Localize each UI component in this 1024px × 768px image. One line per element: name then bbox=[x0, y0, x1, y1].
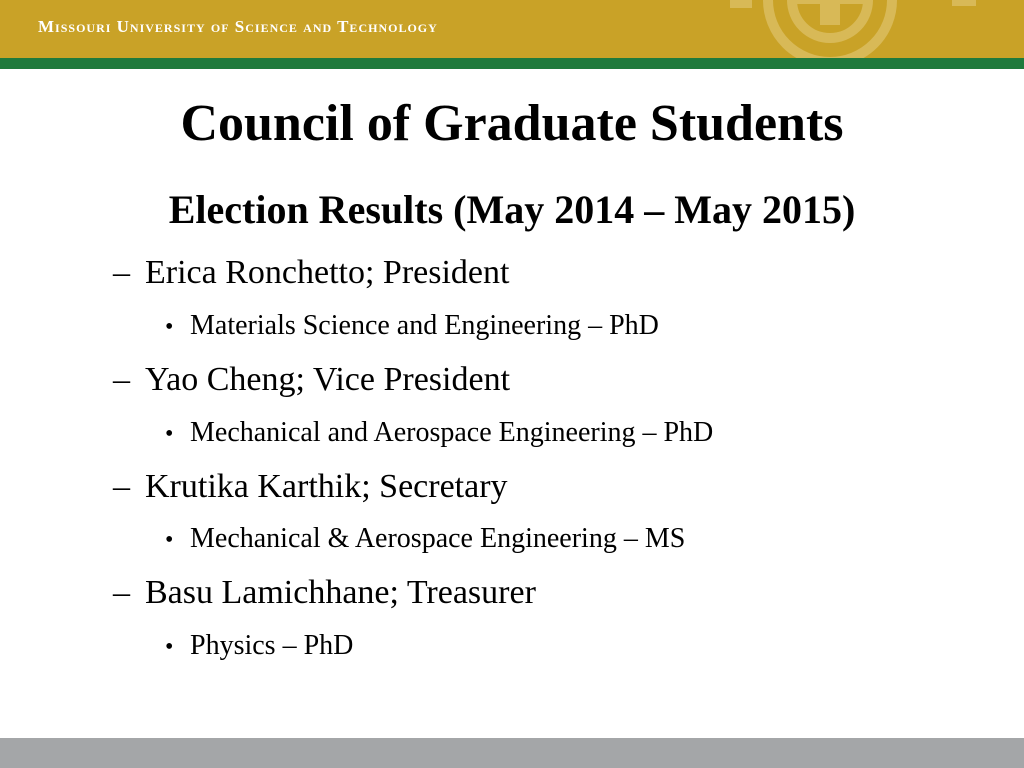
dash-marker: – bbox=[113, 361, 130, 398]
officer-name-role: Basu Lamichhane; Treasurer bbox=[145, 574, 536, 611]
officer-name-role: Yao Cheng; Vice President bbox=[145, 361, 511, 398]
dash-marker: – bbox=[113, 254, 130, 291]
officer-entry bbox=[113, 254, 509, 292]
program-text: Mechanical & Aerospace Engineering – MS bbox=[190, 523, 686, 554]
program-text: Mechanical and Aerospace Engineering – PhD bbox=[190, 417, 714, 448]
officer-program bbox=[165, 630, 353, 662]
dash-marker: – bbox=[113, 468, 130, 505]
officer-name-role: Krutika Karthik; Secretary bbox=[145, 468, 508, 505]
bullet-marker: • bbox=[165, 527, 174, 553]
officer-entry bbox=[113, 574, 536, 612]
slide-title: Council of Graduate Students bbox=[180, 95, 844, 152]
dash-marker: – bbox=[113, 574, 130, 611]
program-text: Physics – PhD bbox=[190, 630, 354, 661]
officer-program bbox=[165, 523, 685, 555]
bullet-marker: • bbox=[165, 634, 174, 660]
officer-entry bbox=[113, 361, 510, 399]
bullet-marker: • bbox=[165, 421, 174, 447]
program-text: Materials Science and Engineering – PhD bbox=[190, 310, 659, 341]
slide-subtitle: Election Results (May 2014 – May 2015) bbox=[168, 187, 856, 232]
officer-name-role: Erica Ronchetto; President bbox=[145, 254, 510, 291]
officer-entry bbox=[113, 468, 508, 506]
bullet-marker: • bbox=[165, 314, 174, 340]
officer-program bbox=[165, 417, 713, 449]
university-name: Missouri University of Science and Technology bbox=[38, 17, 438, 36]
footer-bar bbox=[0, 738, 1024, 768]
officer-program bbox=[165, 310, 659, 342]
